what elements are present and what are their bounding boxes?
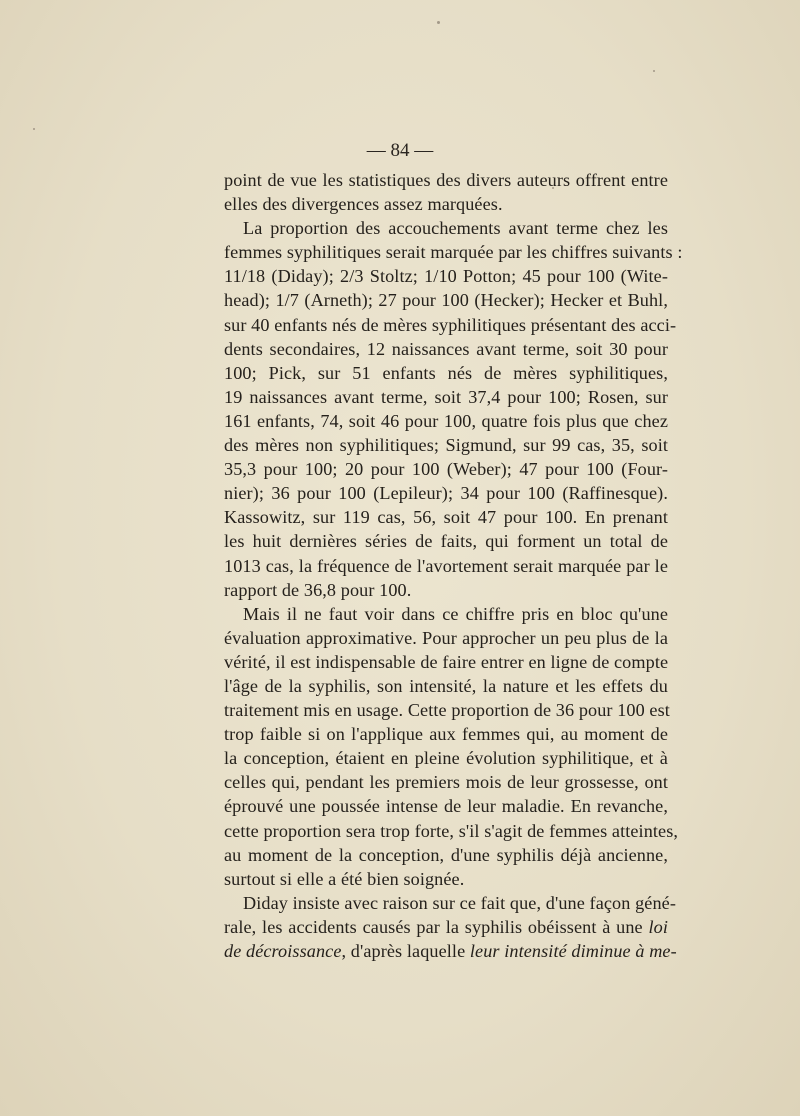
line-text: 1013 cas, la fréquence de l'avortement serait marquée par le: [224, 555, 668, 576]
line-text: nier); 36 pour 100 (Lepileur); 34 pour 100 (Raffinesque).: [224, 483, 668, 504]
line-text: dents secondaires, 12 naissances avant terme, soit 30 pour: [224, 338, 668, 359]
line-text: surtout si elle a été bien soignée.: [224, 868, 465, 889]
text-line: [224, 529, 668, 553]
text-line: [224, 626, 668, 650]
text-line: [224, 867, 668, 891]
text-line: [224, 939, 677, 963]
text-line: [224, 794, 668, 818]
line-text: au moment de la conception, d'une syphilis déjà ancienne,: [224, 844, 668, 865]
line-text: 161 enfants, 74, soit 46 pour 100, quatre fois plus que chez: [224, 410, 668, 431]
text-line: [224, 409, 668, 433]
line-text: les huit dernières séries de faits, qui forment un total de: [224, 531, 668, 552]
line-text: sur 40 enfants nés de mères syphilitiques présentant des acci-: [224, 314, 677, 335]
italic-phrase: loi: [648, 916, 668, 937]
text-line: [224, 843, 668, 867]
body-text: [224, 168, 683, 963]
text-line: [224, 505, 668, 529]
italic-phrase: de décroissance: [224, 941, 342, 961]
line-text: cette proportion sera trop forte, s'il s'agit de femmes atteintes,: [224, 820, 679, 841]
line-text: traitement mis en usage. Cette proportion de 36 pour 100 est: [224, 700, 670, 721]
text-line: [224, 746, 668, 770]
italic-phrase: leur intensité diminue à me-: [469, 941, 677, 961]
text-line: [224, 264, 668, 288]
paper-speck: [653, 70, 655, 72]
text-line: [224, 698, 668, 722]
page-number: — 84 —: [366, 140, 434, 161]
line-text: vérité, il est indispensable de faire entrer en ligne de compte: [224, 651, 669, 672]
paper-speck: [437, 21, 440, 24]
text-line: [224, 891, 676, 915]
text-line: [224, 240, 683, 264]
text-line: [224, 554, 668, 578]
text-line: [224, 819, 679, 843]
text-line: [224, 361, 668, 385]
line-text: elles des divergences assez marquées.: [224, 194, 503, 215]
text-line: [224, 168, 668, 192]
text-line: [224, 915, 668, 939]
text-line: [224, 216, 668, 240]
line-text: éprouvé une poussée intense de leur maladie. En revanche,: [224, 796, 668, 817]
text-line: [224, 722, 668, 746]
paper-speck: [33, 128, 35, 130]
line-text: Kassowitz, sur 119 cas, 56, soit 47 pour 100. En prenant: [224, 507, 668, 528]
text-line: [224, 457, 668, 481]
text-line: [224, 650, 668, 674]
line-text: , d'après laquelle: [341, 941, 466, 961]
line-text: 19 naissances avant terme, soit 37,4 pour 100; Rosen, sur: [224, 386, 668, 407]
line-text: 100; Pick, sur 51 enfants nés de mères syphilitiques,: [224, 362, 668, 383]
text-line: [224, 481, 668, 505]
line-text: 35,3 pour 100; 20 pour 100 (Weber); 47 pour 100 (Four-: [224, 459, 668, 480]
line-text: celles qui, pendant les premiers mois de leur grossesse, ont: [224, 772, 668, 793]
line-text: point de vue les statistiques des divers auteurs offrent entre: [224, 170, 668, 190]
text-line: [224, 602, 668, 626]
line-text: l'âge de la syphilis, son intensité, la nature et les effets du: [224, 675, 668, 696]
text-line: [224, 433, 668, 457]
line-text: Mais il ne faut voir dans ce chiffre pris en bloc qu'une: [243, 603, 668, 624]
text-line: [224, 313, 677, 337]
line-text: des mères non syphilitiques; Sigmund, sur 99 cas, 35, soit: [224, 435, 668, 456]
text-line: [224, 192, 668, 216]
text-line: [224, 770, 668, 794]
line-text: 11/18 (Diday); 2/3 Stoltz; 1/10 Potton; 45 pour 100 (Wite-: [224, 266, 668, 287]
text-line: [224, 674, 668, 698]
line-text: Diday insiste avec raison sur ce fait que, d'une façon géné-: [243, 892, 676, 913]
line-text: rale, les accidents causés par la syphilis obéissent à une: [224, 916, 643, 937]
line-text: évaluation approximative. Pour approcher un peu plus de la: [224, 627, 668, 648]
text-line: [224, 288, 668, 312]
text-line: [224, 578, 668, 602]
line-text: femmes syphilitiques serait marquée par les chiffres suivants :: [224, 242, 683, 263]
line-text: head); 1/7 (Arneth); 27 pour 100 (Hecker); Hecker et Buhl,: [224, 290, 668, 311]
line-text: la conception, étaient en pleine évolution syphilitique, et à: [224, 748, 668, 769]
line-text: La proportion des accouchements avant terme chez les: [243, 218, 668, 239]
line-text: rapport de 36,8 pour 100.: [224, 579, 412, 600]
text-line: [224, 385, 668, 409]
line-text: trop faible si on l'applique aux femmes qui, au moment de: [224, 724, 668, 745]
text-line: [224, 337, 668, 361]
